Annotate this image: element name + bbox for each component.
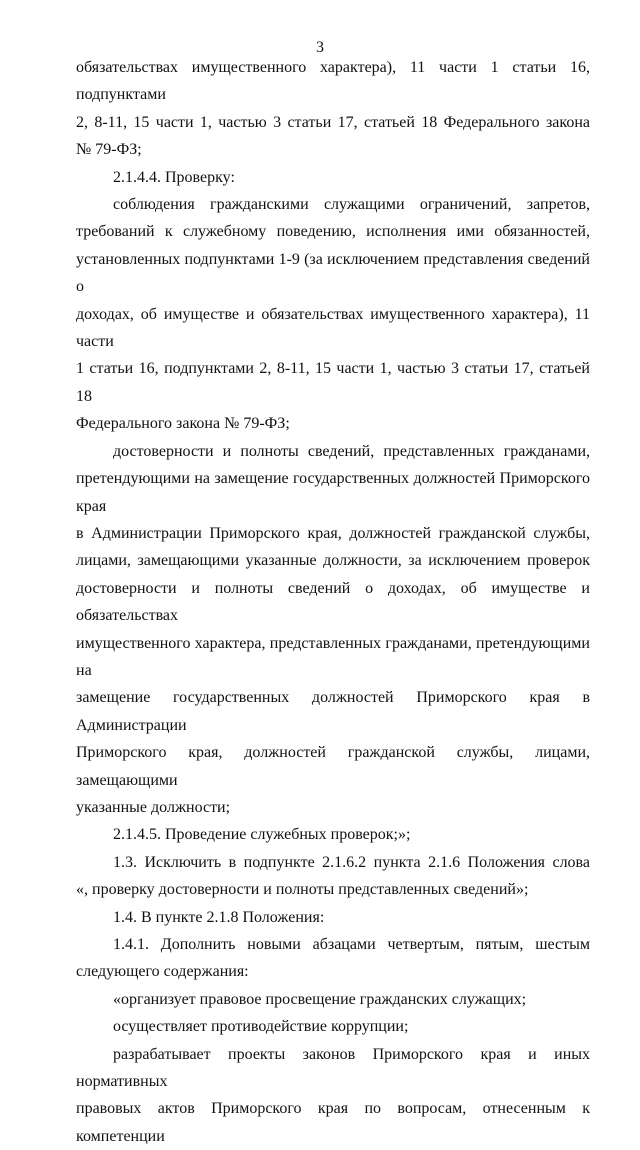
text-line: № 79-ФЗ;: [76, 141, 142, 159]
text-line: 1 статьи 16, подпунктами 2, 8-11, 15 части 1, частью 3 статьи 17, статьей 18: [76, 360, 590, 405]
text-line: 1.4. В пункте 2.1.8 Положения:: [113, 908, 325, 926]
text-line: лицами, замещающими указанные должности, за исключением проверок: [76, 552, 590, 570]
text-line: соблюдения гражданскими служащими ограничений, запретов,: [113, 196, 590, 214]
text-line: требований к служебному поведению, исполнения ими обязанностей,: [76, 223, 590, 241]
text-line: 2.1.4.5. Проведение служебных проверок;»;: [113, 826, 411, 844]
text-line: «организует правовое просвещение гражданских служащих;: [113, 990, 527, 1008]
text-line: установленных подпунктами 1-9 (за исключением представления сведений о: [76, 250, 590, 296]
page-number: 3: [316, 39, 324, 56]
text-line: правовых актов Приморского края по вопросам, отнесенным к компетенции: [76, 1100, 590, 1145]
text-line: указанные должности;: [76, 798, 231, 816]
text-line: в Администрации Приморского края, должностей гражданской службы,: [76, 524, 590, 542]
text-line: 1.3. Исключить в подпункте 2.1.6.2 пункта 2.1.6 Положения слова: [113, 853, 590, 871]
text-line: 2, 8-11, 15 части 1, частью 3 статьи 17, статьей 18 Федерального закона: [76, 113, 590, 131]
text-line: имущественного характера, представленных гражданами, претендующими на: [76, 634, 590, 679]
document-body: [76, 54, 590, 1150]
text-line: «, проверку достоверности и полноты представленных сведений»;: [76, 881, 529, 899]
text-line: осуществляет противодействие коррупции;: [113, 1018, 409, 1036]
text-line: обязательствах имущественного характера), 11 части 1 статьи 16, подпунктами: [76, 59, 590, 104]
text-line: 2.1.4.4. Проверку:: [113, 168, 235, 186]
text-line: претендующими на замещение государственных должностей Приморского края: [76, 470, 590, 515]
text-line: 1.4.1. Дополнить новыми абзацами четвертым, пятым, шестым: [113, 936, 590, 953]
text-line: достоверности и полноты сведений, представленных гражданами,: [113, 442, 590, 460]
text-line: Приморского края, должностей гражданской службы, лицами, замещающими: [76, 744, 590, 789]
text-line: разрабатывает проекты законов Приморского края и иных нормативных: [76, 1045, 590, 1091]
text-line: замещение государственных должностей Приморского края в Администрации: [76, 689, 590, 734]
text-line: достоверности и полноты сведений о доходах, об имуществе и обязательствах: [76, 579, 590, 625]
text-line: доходах, об имуществе и обязательствах имущественного характера), 11 части: [76, 305, 590, 351]
text-line: следующего содержания:: [76, 963, 249, 981]
text-line: Федерального закона № 79-ФЗ;: [76, 415, 290, 433]
